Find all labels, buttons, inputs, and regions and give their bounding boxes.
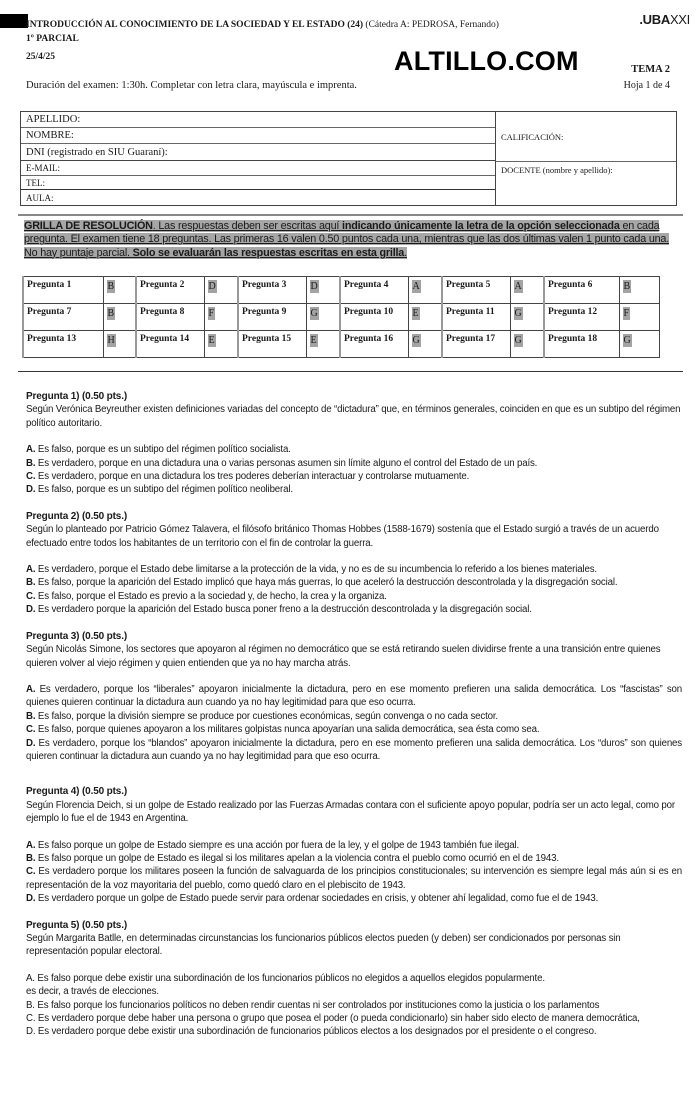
answer-value: B xyxy=(623,281,631,292)
field-nombre[interactable]: NOMBRE: xyxy=(21,128,495,144)
answer-cell[interactable] xyxy=(306,277,340,304)
answer-value: E xyxy=(310,335,317,346)
question-1 xyxy=(26,390,682,497)
option-text: Es verdadero, porque en una dictadura los tres poderes deberían interactuar y controlarse mutuamente. xyxy=(35,471,470,483)
field-calificacion[interactable]: CALIFICACIÓN: xyxy=(496,112,676,162)
option-text: Es verdadero, porque los “blandos” apoyaron inicialmente la dictadura, pero en ese momento prefieren una salida democrática. Los “duros” son quienes quieren continuar la dictadura aun cuando ya no hay legitimidad para que eso ocurra. xyxy=(26,737,682,762)
answer-cell[interactable] xyxy=(619,304,659,331)
answer-value: H xyxy=(107,335,115,346)
option-c xyxy=(26,865,682,892)
option-text: Es falso, porque el Estado es previo a la sociedad y, de hecho, la crea y la organiza. xyxy=(35,590,387,602)
student-id-form xyxy=(20,111,677,206)
answer-cell[interactable] xyxy=(408,331,442,358)
answer-grid xyxy=(22,276,660,358)
answer-value: G xyxy=(514,308,522,319)
grading-fields xyxy=(496,112,676,205)
option-a xyxy=(26,683,682,710)
answer-cell[interactable] xyxy=(306,331,340,358)
answer-value: F xyxy=(623,308,630,319)
student-fields xyxy=(21,112,496,205)
option-letter: C. xyxy=(26,471,36,483)
grid-text: . Las respuestas deben ser escritas aquí xyxy=(152,220,343,232)
field-apellido[interactable]: APELLIDO: xyxy=(21,112,495,128)
option-text: Es verdadero porque un golpe de Estado puede servir para ordenar sociedades en crisis, y obtener ahí legalidad, como fue el de 1943. xyxy=(35,893,599,905)
answer-cell[interactable] xyxy=(510,331,544,358)
option-a: A. Es falso porque debe existir una subordinación de los funcionarios públicos no elegidos a aquellos elegidos popularmente. xyxy=(26,972,545,984)
question-label: Pregunta 2 xyxy=(136,277,204,304)
answer-value: G xyxy=(623,335,631,346)
answer-cell[interactable] xyxy=(510,304,544,331)
questions-section xyxy=(26,390,682,1052)
answer-cell[interactable] xyxy=(103,331,136,358)
answer-cell[interactable] xyxy=(103,304,136,331)
course-name: INTRODUCCIÓN AL CONOCIMIENTO DE LA SOCIEDAD Y EL ESTADO (24) xyxy=(26,20,364,30)
answer-value: B xyxy=(107,308,115,319)
question-stem: Según Margarita Batlle, en determinadas circunstancias los funcionarios públicos electos pueden (y deben) ser condicionados por personas sin representación popular electoral. xyxy=(26,933,621,958)
option-text: Es verdadero, porque en una dictadura una o varias personas asumen sin límite alguno el control del Estado de un país. xyxy=(35,457,538,469)
answer-value: G xyxy=(514,335,522,346)
option-letter: A. xyxy=(26,564,36,576)
option-text: Es falso, porque la aparición del Estado implicó que haya más guerras, lo que aceleró la destrucción descontrolada y la disgregación social. xyxy=(35,577,618,589)
option-letter: B. xyxy=(26,852,36,864)
option-d xyxy=(26,892,682,905)
option-a xyxy=(26,443,682,456)
exam-name: 1º PARCIAL xyxy=(26,34,79,44)
answer-value: G xyxy=(310,308,318,319)
option-text: Es falso porque un golpe de Estado siempre es una acción por fuera de la ley, y el golpe de 1943 también fue ilegal. xyxy=(35,839,520,851)
option-letter: D. xyxy=(26,484,36,496)
question-stem: Según Verónica Beyreuther existen definiciones variadas del concepto de “dictadura” que, en términos generales, coinciden en que es un subtipo del régimen político autoritario. xyxy=(26,404,681,429)
answer-value: D xyxy=(310,281,318,292)
question-label: Pregunta 8 xyxy=(136,304,204,331)
uba-logo-light: XXI xyxy=(669,12,690,27)
grid-title: GRILLA DE RESOLUCIÓN xyxy=(24,220,153,232)
grid-instructions xyxy=(24,220,684,260)
option-letter: C. xyxy=(26,724,36,736)
question-title: Pregunta 3) (0.50 pts.) xyxy=(26,630,128,642)
divider xyxy=(18,371,683,372)
question-stem: Según Florencia Deich, si un golpe de Estado realizado por las Fuerzas Armadas contara con el suficiente apoyo popular, podría ser un acto legal, como por ejemplo lo fue el de 1943 en Argentina. xyxy=(26,799,675,825)
answer-value: E xyxy=(208,335,215,346)
question-label: Pregunta 9 xyxy=(238,304,306,331)
answer-cell[interactable] xyxy=(408,277,442,304)
answer-value: E xyxy=(412,308,419,319)
option-letter: A. xyxy=(26,839,36,851)
option-letter: A. xyxy=(26,444,36,456)
divider xyxy=(18,214,683,216)
question-label: Pregunta 4 xyxy=(340,277,408,304)
question-4 xyxy=(26,785,682,905)
answer-value: D xyxy=(208,281,216,292)
question-label: Pregunta 12 xyxy=(544,304,619,331)
duration-instructions: Duración del examen: 1:30h. Completar con letra clara, mayúscula e imprenta. xyxy=(26,80,357,91)
uba-logo-bold: .UBA xyxy=(639,12,670,27)
field-docente[interactable]: DOCENTE (nombre y apellido): xyxy=(501,165,613,175)
question-label: Pregunta 1 xyxy=(23,277,103,304)
field-aula[interactable]: AULA: xyxy=(26,192,54,203)
answer-row xyxy=(23,277,659,304)
option-letter: C. xyxy=(26,590,36,602)
option-text: Es verdadero porque la aparición del Estado busca poner freno a la destrucción descontrolada y la disgregación social. xyxy=(35,604,532,616)
grid-text: . xyxy=(404,246,407,259)
tema-label: TEMA 2 xyxy=(631,64,670,75)
option-text: Es verdadero, porque los “liberales” apoyaron inicialmente la dictadura, pero en ese momento prefieren una salida democrática. Los “fascistas” son quienes quieren continuar la dictadura aun cuando ya no hay legitimidad para que eso ocurra. xyxy=(26,683,682,709)
answer-value: G xyxy=(412,335,420,346)
question-label: Pregunta 11 xyxy=(442,304,510,331)
option-letter: D. xyxy=(26,893,36,905)
option-text: Es verdadero, porque el Estado debe limitarse a la protección de la vida, y no es de su incumbencia lo referido a los bienes materiales. xyxy=(35,564,597,576)
option-text: Es falso, porque es un subtipo del régimen político neoliberal. xyxy=(35,484,293,496)
question-stem: Según lo planteado por Patricio Gómez Talavera, el filósofo británico Thomas Hobbes (1588-1679) sostenía que el Estado surgió a través de un acuerdo efectuado entre todos los habitantes de un territorio con el fin de controlar la guerra. xyxy=(26,524,659,549)
option-text: Es verdadero porque los militares poseen la función de salvaguarda de los principios constitucionales; su intervención es siempre legal más aún si es en representación de la voz mayoritaria del pueblo, como quedó claro en el plebiscito de 1943. xyxy=(26,866,682,891)
answer-value: F xyxy=(208,308,215,319)
field-dni[interactable]: DNI (registrado en SIU Guaraní): xyxy=(21,144,495,161)
option-b xyxy=(26,457,682,470)
question-label: Pregunta 17 xyxy=(442,331,510,358)
answer-value: B xyxy=(107,281,115,292)
question-title: Pregunta 5) (0.50 pts.) xyxy=(26,919,128,931)
question-label: Pregunta 7 xyxy=(23,304,103,331)
option-d xyxy=(26,603,682,616)
answer-value: A xyxy=(412,281,420,292)
question-label: Pregunta 16 xyxy=(340,331,408,358)
option-b: B. Es falso porque los funcionarios políticos no deben rendir cuentas ni ser controlados por instituciones como la justicia o los parlamentos xyxy=(26,999,600,1011)
answer-cell[interactable] xyxy=(204,331,238,358)
answer-row xyxy=(23,331,659,358)
option-a-continued: es decir, a través de elecciones. xyxy=(26,986,159,998)
option-letter: D. xyxy=(26,604,36,616)
grid-emphasis: indicando únicamente la letra de la opción seleccionada xyxy=(342,220,620,232)
question-title: Pregunta 1) (0.50 pts.) xyxy=(26,391,128,402)
page-indicator: Hoja 1 de 4 xyxy=(623,80,670,91)
answer-cell[interactable] xyxy=(306,304,340,331)
grid-text: en cada pregunta. El examen tiene 18 preguntas. Las primeras 16 valen 0.50 puntos cada una, mientras que las dos últimas valen 1 punto cada una. No hay puntaje parcial. xyxy=(24,220,670,259)
redaction-block xyxy=(0,14,28,28)
question-label: Pregunta 18 xyxy=(544,331,619,358)
option-b xyxy=(26,852,682,865)
uba-logo xyxy=(639,12,690,27)
answer-cell[interactable] xyxy=(103,277,136,304)
option-letter: B. xyxy=(26,457,36,469)
answer-cell[interactable] xyxy=(619,331,659,358)
question-label: Pregunta 3 xyxy=(238,277,306,304)
answer-cell[interactable] xyxy=(510,277,544,304)
answer-cell[interactable] xyxy=(204,277,238,304)
option-c xyxy=(26,723,682,736)
question-label: Pregunta 15 xyxy=(238,331,306,358)
answer-cell[interactable] xyxy=(619,277,659,304)
answer-cell[interactable] xyxy=(408,304,442,331)
option-b xyxy=(26,710,682,723)
question-title: Pregunta 2) (0.50 pts.) xyxy=(26,510,128,522)
answer-row xyxy=(23,304,659,331)
option-d xyxy=(26,483,682,496)
option-letter: B. xyxy=(26,710,36,722)
option-d: D. Es verdadero porque debe existir una subordinación de funcionarios públicos electos a los designados por el presidente o el congreso. xyxy=(26,1026,597,1038)
watermark: ALTILLO.COM xyxy=(394,46,579,76)
option-letter: B. xyxy=(26,577,36,589)
answer-cell[interactable] xyxy=(204,304,238,331)
question-title: Pregunta 4) (0.50 pts.) xyxy=(26,786,128,798)
question-2 xyxy=(26,510,682,617)
option-letter: D. xyxy=(26,737,36,749)
option-d xyxy=(26,737,682,764)
exam-date: 25/4/25 xyxy=(26,52,56,62)
option-text: Es falso, porque quienes apoyaron a los militares golpistas nunca apoyarían una salida democrática, sea ésta como sea. xyxy=(35,724,540,736)
option-a xyxy=(26,563,682,576)
field-email[interactable]: E-MAIL: xyxy=(21,161,495,176)
option-c xyxy=(26,590,682,603)
question-5 xyxy=(26,919,682,1039)
option-text: Es falso porque un golpe de Estado es ilegal si los militares apelan a la violencia contra el pueblo como ocurrió en el de 1943. xyxy=(35,852,559,864)
option-c: C. Es verdadero porque debe haber una persona o grupo que posea el poder (o pueda condicionarlo) sin haber sido electo de manera democrática, xyxy=(26,1013,640,1025)
question-label: Pregunta 6 xyxy=(544,277,619,304)
field-tel[interactable]: TEL: xyxy=(21,176,495,191)
option-text: Es falso, porque es un subtipo del régimen político socialista. xyxy=(35,444,291,456)
catedra: (Cátedra A: PEDROSA, Fernando) xyxy=(363,20,499,30)
grid-emphasis: Solo se evaluarán las respuestas escritas en esta grilla xyxy=(132,246,405,259)
option-text: Es falso, porque la división siempre se produce por cuestiones económicas, según convenga o no cada sector. xyxy=(35,710,498,722)
question-label: Pregunta 14 xyxy=(136,331,204,358)
answer-value: A xyxy=(514,281,522,292)
option-letter: A. xyxy=(26,683,36,695)
option-b xyxy=(26,576,682,589)
question-label: Pregunta 10 xyxy=(340,304,408,331)
course-title xyxy=(26,20,499,30)
question-label: Pregunta 5 xyxy=(442,277,510,304)
question-stem: Según Nicolás Simone, los sectores que apoyaron al régimen no democrático que se está retirando suelen dividirse frente a una transición entre quienes quieren volver al viejo régimen y quien entienden que ya no hay marcha atrás. xyxy=(26,644,661,669)
option-a xyxy=(26,839,682,852)
question-label: Pregunta 13 xyxy=(23,331,103,358)
question-3 xyxy=(26,630,682,764)
option-c xyxy=(26,470,682,483)
option-letter: C. xyxy=(26,866,36,878)
